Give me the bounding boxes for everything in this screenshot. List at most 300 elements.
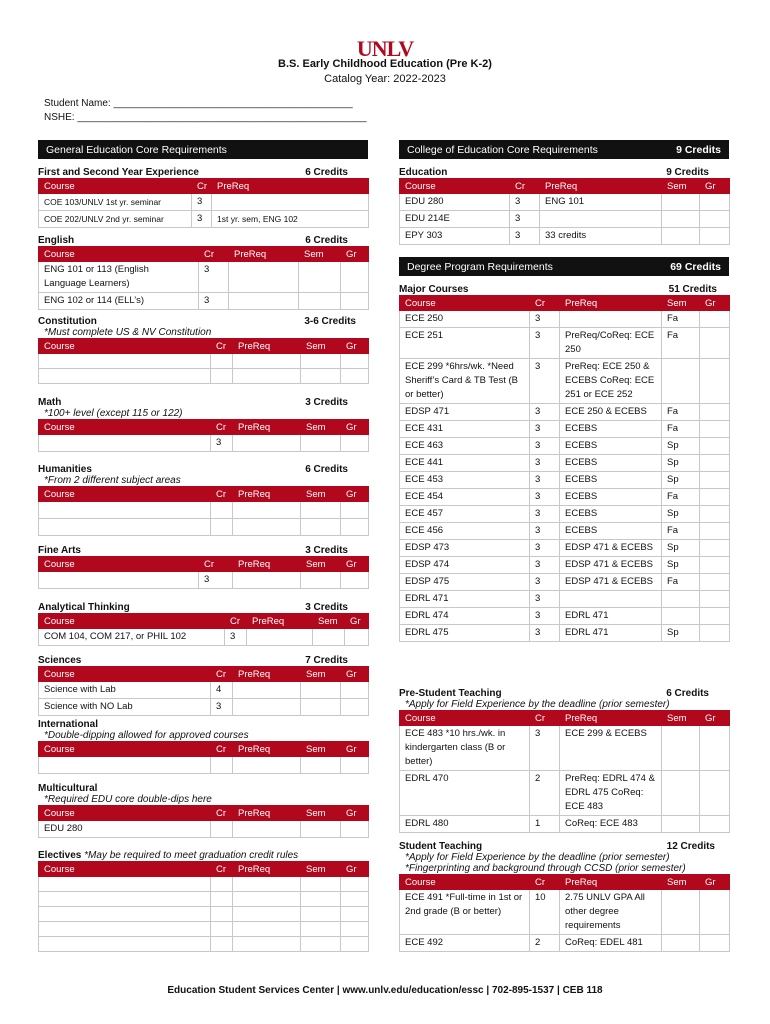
col-sem: Sem bbox=[301, 557, 341, 572]
col-course: Course bbox=[39, 179, 192, 194]
section-education bbox=[399, 167, 729, 245]
col-gr: Gr bbox=[341, 420, 369, 435]
table-row[interactable] bbox=[39, 757, 369, 774]
section-student-teaching bbox=[399, 841, 729, 952]
coe-core-bar bbox=[399, 140, 729, 159]
cell-prereq: PreReq/CoReq: ECE 250 bbox=[560, 328, 662, 359]
col-prereq: PreReq bbox=[233, 487, 301, 502]
cell-course: COM 104, COM 217, or PHIL 102 bbox=[39, 629, 225, 646]
cell-sem[interactable] bbox=[299, 262, 341, 293]
table-row bbox=[400, 404, 730, 421]
table-row bbox=[400, 540, 730, 557]
section-title: Education bbox=[399, 167, 448, 178]
cell-prereq: EDSP 471 & ECEBS bbox=[560, 574, 662, 591]
cell-cr: 3 bbox=[530, 608, 560, 625]
cell-sem[interactable]: Sp bbox=[662, 455, 700, 472]
cell-course: Science with NO Lab bbox=[39, 699, 211, 716]
cell-course: EDRL 475 bbox=[400, 625, 530, 642]
cell-cr: 3 bbox=[530, 359, 560, 404]
cell-gr[interactable] bbox=[700, 574, 730, 591]
section-international bbox=[38, 719, 368, 774]
table-row bbox=[400, 890, 730, 935]
cell-cr: 3 bbox=[530, 311, 560, 328]
col-cr: Cr bbox=[199, 247, 229, 262]
course-table bbox=[399, 178, 730, 245]
section-title: First and Second Year Experience bbox=[38, 167, 199, 178]
table-row bbox=[400, 726, 730, 771]
cell-gr[interactable] bbox=[700, 455, 730, 472]
section-credits: 9 Credits bbox=[666, 167, 709, 178]
section-analytical bbox=[38, 602, 368, 646]
col-prereq: PreReq bbox=[247, 614, 313, 629]
section-sciences bbox=[38, 655, 368, 716]
section-credits: 3 Credits bbox=[305, 545, 348, 556]
cell-prereq bbox=[560, 591, 662, 608]
section-credits: 12 Credits bbox=[666, 841, 715, 852]
cell-gr[interactable] bbox=[700, 228, 730, 245]
cell-sem[interactable] bbox=[662, 771, 700, 816]
col-course: Course bbox=[39, 806, 211, 821]
table-row[interactable] bbox=[39, 435, 369, 452]
cell-cr: 10 bbox=[530, 890, 560, 935]
degree-program-credits: 69 Credits bbox=[670, 260, 721, 273]
cell-sem[interactable]: Fa bbox=[662, 404, 700, 421]
section-title: Multicultural bbox=[38, 783, 98, 794]
cell-gr[interactable] bbox=[700, 421, 730, 438]
course-table bbox=[38, 486, 369, 536]
table-row bbox=[400, 935, 730, 952]
col-cr: Cr bbox=[225, 614, 247, 629]
section-note: *Apply for Field Experience by the deadline (prior semester) bbox=[405, 852, 670, 863]
cell-course: EDRL 471 bbox=[400, 591, 530, 608]
cell-gr[interactable] bbox=[700, 359, 730, 404]
col-sem: Sem bbox=[301, 487, 341, 502]
cell-prereq: ECEBS bbox=[560, 489, 662, 506]
unlv-logo: UNLV bbox=[356, 36, 414, 61]
cell-gr[interactable] bbox=[700, 489, 730, 506]
cell-sem[interactable] bbox=[662, 816, 700, 833]
cell-gr[interactable] bbox=[700, 472, 730, 489]
pre-student-rows bbox=[400, 726, 730, 833]
cell-course: ECE 463 bbox=[400, 438, 530, 455]
col-sem: Sem bbox=[301, 339, 341, 354]
cell-sem[interactable] bbox=[662, 608, 700, 625]
course-table bbox=[38, 805, 369, 838]
cell-sem[interactable]: Fa bbox=[662, 311, 700, 328]
footer: Education Student Services Center | www.unlv.edu/education/essc | 702-895-1537 | CEB 118 bbox=[167, 985, 603, 996]
nshe-field[interactable]: NSHE: ____________________________________________________ bbox=[44, 112, 367, 123]
section-major bbox=[399, 284, 729, 642]
cell-prereq: ECEBS bbox=[560, 455, 662, 472]
section-title: Analytical Thinking bbox=[38, 602, 130, 613]
cell-sem[interactable]: Sp bbox=[662, 625, 700, 642]
cell-sem[interactable]: Fa bbox=[662, 421, 700, 438]
table-row bbox=[400, 771, 730, 816]
table-row bbox=[400, 228, 730, 245]
col-sem: Sem bbox=[301, 667, 341, 682]
cell-cr: 4 bbox=[211, 682, 233, 699]
cell-course: ENG 101 or 113 (English Language Learners) bbox=[39, 262, 199, 293]
cell-sem[interactable]: Sp bbox=[662, 438, 700, 455]
course-table bbox=[399, 874, 730, 952]
cell-prereq bbox=[229, 262, 299, 293]
cell-gr[interactable] bbox=[700, 438, 730, 455]
table-row bbox=[39, 293, 369, 310]
cell-course: Science with Lab bbox=[39, 682, 211, 699]
col-prereq: PreReq bbox=[233, 667, 301, 682]
course-table bbox=[38, 419, 369, 452]
col-gr: Gr bbox=[341, 487, 369, 502]
cell-cr: 3 bbox=[211, 699, 233, 716]
col-prereq: PreReq bbox=[560, 711, 662, 726]
col-cr: Cr bbox=[211, 742, 233, 757]
cell-cr: 1 bbox=[530, 816, 560, 833]
course-table bbox=[38, 613, 369, 646]
cell-cr: 3 bbox=[510, 228, 540, 245]
cell-course: EDU 214E bbox=[400, 211, 510, 228]
table-row[interactable] bbox=[39, 907, 369, 922]
cell-sem[interactable] bbox=[662, 890, 700, 935]
cell-cr: 3 bbox=[530, 523, 560, 540]
section-title: Electives *May be required to meet graduation credit rules bbox=[38, 850, 299, 861]
section-note: *Double-dipping allowed for approved courses bbox=[44, 730, 249, 741]
cell-prereq: 33 credits bbox=[540, 228, 662, 245]
col-course: Course bbox=[400, 875, 530, 890]
cell-gr[interactable] bbox=[700, 726, 730, 771]
cell-sem[interactable]: Fa bbox=[662, 523, 700, 540]
cell-prereq: EDRL 471 bbox=[560, 625, 662, 642]
cell-course: ECE 251 bbox=[400, 328, 530, 359]
course-table bbox=[38, 741, 369, 774]
section-title: Math bbox=[38, 397, 62, 408]
col-sem: Sem bbox=[299, 247, 341, 262]
col-course: Course bbox=[39, 557, 199, 572]
section-note: *From 2 different subject areas bbox=[44, 475, 181, 486]
col-prereq: PreReq bbox=[540, 179, 662, 194]
cell-gr[interactable] bbox=[341, 293, 369, 310]
cell-prereq: EDRL 471 bbox=[560, 608, 662, 625]
catalog-year: Catalog Year: 2022-2023 bbox=[324, 73, 446, 85]
table-row[interactable] bbox=[39, 821, 369, 838]
table-row[interactable] bbox=[39, 519, 369, 536]
table-row[interactable] bbox=[39, 937, 369, 952]
degree-program-bar bbox=[399, 257, 729, 276]
cell-course: ECE 453 bbox=[400, 472, 530, 489]
cell-prereq: PreReq: EDRL 474 & EDRL 475 CoReq: ECE 483 bbox=[560, 771, 662, 816]
col-sem: Sem bbox=[301, 862, 341, 877]
cell-sem[interactable] bbox=[662, 359, 700, 404]
cell-cr: 3 bbox=[530, 557, 560, 574]
section-multicultural bbox=[38, 783, 368, 838]
page-title: B.S. Early Childhood Education (Pre K-2) bbox=[278, 58, 492, 70]
cell-cr: 3 bbox=[530, 591, 560, 608]
cell-gr[interactable] bbox=[700, 540, 730, 557]
cell-gr[interactable] bbox=[700, 404, 730, 421]
cell-sem[interactable] bbox=[662, 591, 700, 608]
cell-course: EDRL 470 bbox=[400, 771, 530, 816]
cell-sem[interactable]: Fa bbox=[662, 328, 700, 359]
section-english bbox=[38, 235, 368, 310]
table-row bbox=[400, 328, 730, 359]
cell-prereq: ECEBS bbox=[560, 472, 662, 489]
cell-prereq: ECE 299 & ECEBS bbox=[560, 726, 662, 771]
cell-prereq: EDSP 471 & ECEBS bbox=[560, 557, 662, 574]
section-credits: 6 Credits bbox=[305, 235, 348, 246]
section-note: *Must complete US & NV Constitution bbox=[44, 327, 212, 338]
cell-course: ECE 492 bbox=[400, 935, 530, 952]
cell-course: EDU 280 bbox=[39, 821, 211, 838]
table-row[interactable] bbox=[39, 354, 369, 369]
cell-sem[interactable]: Fa bbox=[662, 574, 700, 591]
col-prereq: PreReq bbox=[233, 339, 301, 354]
table-row bbox=[400, 591, 730, 608]
col-cr: Cr bbox=[211, 806, 233, 821]
cell-gr[interactable] bbox=[700, 935, 730, 952]
col-prereq: PreReq bbox=[233, 806, 301, 821]
cell-cr: 3 bbox=[510, 211, 540, 228]
cell-sem[interactable]: Sp bbox=[662, 472, 700, 489]
cell-course: ECE 483 *10 hrs./wk. in kindergarten class (B or better) bbox=[400, 726, 530, 771]
table-row bbox=[400, 472, 730, 489]
cell-prereq: PreReq: ECE 250 & ECEBS CoReq: ECE 251 or ECE 252 bbox=[560, 359, 662, 404]
cell-course: EDSP 475 bbox=[400, 574, 530, 591]
cell-cr: 3 bbox=[530, 438, 560, 455]
cell-course: ECE 299 *6hrs/wk. *Need Sheriff’s Card & TB Test (B or better) bbox=[400, 359, 530, 404]
table-row bbox=[400, 211, 730, 228]
cell-prereq: ECEBS bbox=[560, 506, 662, 523]
cell-prereq: EDSP 471 & ECEBS bbox=[560, 540, 662, 557]
section-credits: 7 Credits bbox=[305, 655, 348, 666]
col-prereq: PreReq bbox=[233, 557, 301, 572]
cell-sem[interactable] bbox=[662, 935, 700, 952]
col-course: Course bbox=[400, 296, 530, 311]
course-table bbox=[38, 178, 369, 228]
cell-sem[interactable]: Sp bbox=[662, 506, 700, 523]
cell-prereq bbox=[560, 311, 662, 328]
cell-cr: 3 bbox=[530, 489, 560, 506]
section-first-second bbox=[38, 167, 368, 228]
cell-cr: 3 bbox=[530, 726, 560, 771]
cell-cr: 3 bbox=[530, 455, 560, 472]
col-course: Course bbox=[39, 742, 211, 757]
education-rows bbox=[400, 194, 730, 245]
cell-gr[interactable] bbox=[700, 506, 730, 523]
degree-program-title: Degree Program Requirements bbox=[407, 260, 553, 273]
course-table bbox=[38, 556, 369, 589]
section-constitution bbox=[38, 316, 368, 384]
cell-prereq: ECEBS bbox=[560, 438, 662, 455]
col-cr: Cr bbox=[530, 296, 560, 311]
cell-prereq: ECEBS bbox=[560, 523, 662, 540]
col-gr: Gr bbox=[341, 247, 369, 262]
col-gr: Gr bbox=[341, 742, 369, 757]
cell-course: ECE 491 *Full-time in 1st or 2nd grade (B or better) bbox=[400, 890, 530, 935]
col-cr: Cr bbox=[199, 557, 233, 572]
cell-gr[interactable] bbox=[700, 771, 730, 816]
section-credits: 3 Credits bbox=[305, 602, 348, 613]
cell-prereq bbox=[540, 211, 662, 228]
col-course: Course bbox=[400, 179, 510, 194]
table-row bbox=[400, 574, 730, 591]
cell-cr: 3 bbox=[530, 574, 560, 591]
section-credits: 6 Credits bbox=[666, 688, 709, 699]
section-humanities bbox=[38, 464, 368, 536]
table-row bbox=[400, 557, 730, 574]
col-cr: Cr bbox=[211, 487, 233, 502]
table-row[interactable] bbox=[39, 682, 369, 699]
section-fine-arts bbox=[38, 545, 368, 589]
col-prereq: PreReq bbox=[212, 179, 369, 194]
col-course: Course bbox=[39, 247, 199, 262]
cell-cr: 3 bbox=[530, 421, 560, 438]
cell-gr[interactable] bbox=[700, 608, 730, 625]
cell-cr: 3 bbox=[510, 194, 540, 211]
col-sem: Sem bbox=[301, 806, 341, 821]
col-course: Course bbox=[39, 862, 211, 877]
col-gr: Gr bbox=[341, 557, 369, 572]
table-row bbox=[400, 816, 730, 833]
table-row[interactable] bbox=[39, 922, 369, 937]
cell-sem[interactable] bbox=[299, 293, 341, 310]
cell-prereq: CoReq: ECE 483 bbox=[560, 816, 662, 833]
section-note: *Apply for Field Experience by the deadline (prior semester) bbox=[405, 699, 670, 710]
table-row[interactable] bbox=[39, 572, 369, 589]
gen-ed-bar bbox=[38, 140, 368, 159]
col-prereq: PreReq bbox=[233, 420, 301, 435]
cell-prereq: ECEBS bbox=[560, 421, 662, 438]
cell-gr[interactable] bbox=[700, 523, 730, 540]
cell-prereq: ENG 101 bbox=[540, 194, 662, 211]
col-course: Course bbox=[400, 711, 530, 726]
col-sem: Sem bbox=[301, 420, 341, 435]
cell-sem[interactable]: Sp bbox=[662, 540, 700, 557]
col-gr: Gr bbox=[700, 711, 730, 726]
col-prereq: PreReq bbox=[229, 247, 299, 262]
coe-core-credits: 9 Credits bbox=[676, 143, 721, 156]
cell-sem[interactable]: Sp bbox=[662, 557, 700, 574]
section-title: Pre-Student Teaching bbox=[399, 688, 502, 699]
table-row[interactable] bbox=[39, 877, 369, 892]
cell-sem[interactable] bbox=[662, 194, 700, 211]
col-sem: Sem bbox=[662, 711, 700, 726]
cell-sem[interactable] bbox=[662, 228, 700, 245]
col-course: Course bbox=[39, 614, 225, 629]
cell-course: ECE 431 bbox=[400, 421, 530, 438]
section-title: Humanities bbox=[38, 464, 92, 475]
cell-course: EDSP 473 bbox=[400, 540, 530, 557]
cell-gr[interactable] bbox=[341, 262, 369, 293]
col-course: Course bbox=[39, 667, 211, 682]
section-title: English bbox=[38, 235, 75, 246]
col-cr: Cr bbox=[192, 179, 212, 194]
section-title: International bbox=[38, 719, 99, 730]
cell-sem[interactable]: Fa bbox=[662, 489, 700, 506]
cell-sem[interactable] bbox=[662, 211, 700, 228]
cell-gr[interactable] bbox=[700, 311, 730, 328]
cell-gr[interactable] bbox=[700, 328, 730, 359]
cell-cr: 3 bbox=[530, 506, 560, 523]
table-row bbox=[400, 608, 730, 625]
table-row[interactable] bbox=[39, 892, 369, 907]
student-name-field[interactable]: Student Name: ___________________________________________ bbox=[44, 98, 353, 109]
table-row bbox=[39, 262, 369, 293]
cell-gr[interactable] bbox=[700, 557, 730, 574]
section-note: *Required EDU core double-dips here bbox=[44, 794, 212, 805]
col-sem: Sem bbox=[313, 614, 345, 629]
section-header bbox=[38, 167, 368, 178]
course-table bbox=[38, 666, 369, 716]
cell-course: ECE 457 bbox=[400, 506, 530, 523]
col-cr: Cr bbox=[510, 179, 540, 194]
table-row[interactable] bbox=[39, 629, 369, 646]
table-row bbox=[400, 455, 730, 472]
col-gr: Gr bbox=[700, 875, 730, 890]
cell-cr: 2 bbox=[530, 771, 560, 816]
section-title: Sciences bbox=[38, 655, 82, 666]
table-row bbox=[400, 194, 730, 211]
cell-gr[interactable] bbox=[700, 211, 730, 228]
col-gr: Gr bbox=[700, 296, 730, 311]
cell-sem[interactable] bbox=[662, 726, 700, 771]
cell-gr[interactable] bbox=[700, 591, 730, 608]
cell-cr: 3 bbox=[192, 194, 212, 211]
cell-gr[interactable] bbox=[700, 890, 730, 935]
cell-course: ECE 250 bbox=[400, 311, 530, 328]
cell-cr: 3 bbox=[530, 404, 560, 421]
table-row[interactable] bbox=[39, 369, 369, 384]
table-row[interactable] bbox=[39, 502, 369, 519]
cell-course: ECE 441 bbox=[400, 455, 530, 472]
section-credits: 6 Credits bbox=[305, 167, 348, 178]
section-electives bbox=[38, 850, 368, 952]
cell-prereq: ECE 250 & ECEBS bbox=[560, 404, 662, 421]
table-row[interactable] bbox=[39, 699, 369, 716]
cell-course: EDSP 474 bbox=[400, 557, 530, 574]
col-sem: Sem bbox=[301, 742, 341, 757]
col-gr: Gr bbox=[345, 614, 369, 629]
course-table bbox=[38, 861, 369, 952]
cell-cr: 3 bbox=[199, 572, 233, 589]
col-sem: Sem bbox=[662, 296, 700, 311]
cell-cr: 3 bbox=[192, 211, 212, 228]
course-table bbox=[399, 295, 730, 642]
cell-gr[interactable] bbox=[700, 194, 730, 211]
coe-core-title: College of Education Core Requirements bbox=[407, 143, 598, 156]
cell-cr: 3 bbox=[530, 625, 560, 642]
col-prereq: PreReq bbox=[560, 296, 662, 311]
cell-cr: 3 bbox=[530, 472, 560, 489]
major-rows bbox=[400, 311, 730, 642]
cell-prereq bbox=[212, 194, 369, 211]
cell-course: EDU 280 bbox=[400, 194, 510, 211]
col-sem: Sem bbox=[662, 875, 700, 890]
col-cr: Cr bbox=[211, 667, 233, 682]
col-gr: Gr bbox=[341, 862, 369, 877]
cell-gr[interactable] bbox=[700, 625, 730, 642]
cell-course: EDRL 474 bbox=[400, 608, 530, 625]
cell-course: EDSP 471 bbox=[400, 404, 530, 421]
cell-prereq: 2.75 UNLV GPA All other degree requirements bbox=[560, 890, 662, 935]
cell-course: ECE 456 bbox=[400, 523, 530, 540]
cell-cr: 3 bbox=[530, 328, 560, 359]
cell-course: EPY 303 bbox=[400, 228, 510, 245]
col-prereq: PreReq bbox=[560, 875, 662, 890]
section-title: Major Courses bbox=[399, 284, 469, 295]
col-course: Course bbox=[39, 420, 211, 435]
section-math bbox=[38, 397, 368, 452]
cell-gr[interactable] bbox=[700, 816, 730, 833]
table-row bbox=[39, 211, 369, 228]
